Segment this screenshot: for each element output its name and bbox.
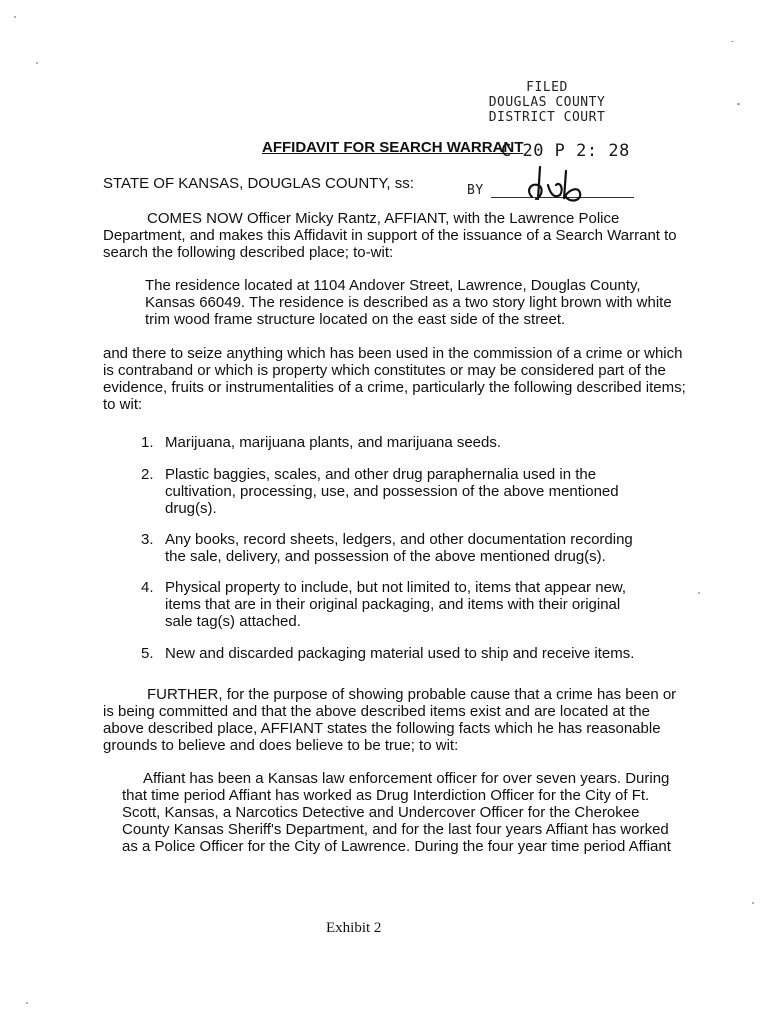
intro-line: COMES NOW Officer Micky Rantz, AFFIANT, with the Lawrence Police [147, 210, 620, 227]
scan-speck [26, 1002, 28, 1004]
further-line: FURTHER, for the purpose of showing probable cause that a crime has been or [147, 686, 677, 703]
affiant-line: Affiant has been a Kansas law enforcement officer for over seven years. During [143, 770, 670, 787]
scan-speck [731, 41, 734, 42]
exhibit-label: Exhibit 2 [326, 920, 382, 936]
stamp-filed: FILED [526, 80, 568, 95]
affiant-line: that time period Affiant has worked as Drug Interdiction Officer for the City of Ft. [122, 787, 650, 804]
scan-speck [14, 16, 16, 18]
seize-line: evidence, fruits or instrumentalities of a crime, particularly the following described items; [103, 379, 686, 396]
stamp-court: DISTRICT COURT [488, 110, 606, 125]
residence-line: trim wood frame structure located on the east side of the street. [145, 311, 566, 328]
state-line: STATE OF KANSAS, DOUGLAS COUNTY, ss: [103, 175, 414, 192]
item-number: 5. [141, 645, 154, 662]
further-paragraph [103, 686, 703, 754]
further-line: is being committed and that the above described items exist and are located at the [103, 703, 650, 720]
scan-speck [737, 103, 740, 105]
further-line: above described place, AFFIANT states the following facts which he has reasonable [103, 720, 661, 737]
affiant-line: Scott, Kansas, a Narcotics Detective and Undercover Officer for the Cherokee [122, 804, 640, 821]
item-line: sale tag(s) attached. [165, 613, 301, 630]
seize-paragraph [103, 345, 703, 413]
item-line: cultivation, processing, use, and possession of the above mentioned [165, 483, 619, 500]
initials-signature [520, 163, 600, 208]
intro-line: Department, and makes this Affidavit in support of the issuance of a Search Warrant to [103, 227, 677, 244]
stamp-county: DOUGLAS COUNTY [488, 95, 606, 110]
stamp-by-label: BY [467, 183, 484, 198]
item-number: 2. [141, 466, 154, 483]
item-line: New and discarded packaging material used to ship and receive items. [165, 645, 635, 662]
residence-paragraph [145, 277, 685, 328]
document-title: AFFIDAVIT FOR SEARCH WARRANT [262, 139, 524, 156]
intro-paragraph [103, 210, 683, 261]
item-line: Marijuana, marijuana plants, and marijuana seeds. [165, 434, 502, 451]
seize-line: and there to seize anything which has been used in the commission of a crime or which [103, 345, 683, 362]
item-line: items that are in their original packaging, and items with their original [165, 596, 621, 613]
item-line: drug(s). [165, 500, 217, 517]
stamp-time: C 20 P 2: 28 [501, 141, 630, 161]
item-line: Plastic baggies, scales, and other drug paraphernalia used in the [165, 466, 597, 483]
seize-line: to wit: [103, 396, 143, 413]
affiant-line: as a Police Officer for the City of Lawrence. During the four year time period Affiant [122, 838, 671, 855]
residence-line: Kansas 66049. The residence is described as a two story light brown with white [145, 294, 672, 311]
further-line: grounds to believe and does believe to be true; to wit: [103, 737, 459, 754]
item-line: Any books, record sheets, ledgers, and other documentation recording [165, 531, 633, 548]
affiant-paragraph [122, 770, 722, 855]
scan-speck [698, 592, 700, 594]
item-number: 3. [141, 531, 154, 548]
intro-line: search the following described place; to-wit: [103, 244, 394, 261]
scan-speck [36, 62, 38, 64]
item-line: Physical property to include, but not limited to, items that appear new, [165, 579, 627, 596]
residence-line: The residence located at 1104 Andover Street, Lawrence, Douglas County, [145, 277, 641, 294]
affiant-line: County Kansas Sheriff's Department, and for the last four years Affiant has worked [122, 821, 669, 838]
scan-speck [752, 902, 754, 904]
item-number: 1. [141, 434, 154, 451]
filed-stamp [482, 80, 612, 125]
item-line: the sale, delivery, and possession of the above mentioned drug(s). [165, 548, 606, 565]
seize-line: is contraband or which is property which constitutes or may be considered part of the [103, 362, 666, 379]
item-number: 4. [141, 579, 154, 596]
